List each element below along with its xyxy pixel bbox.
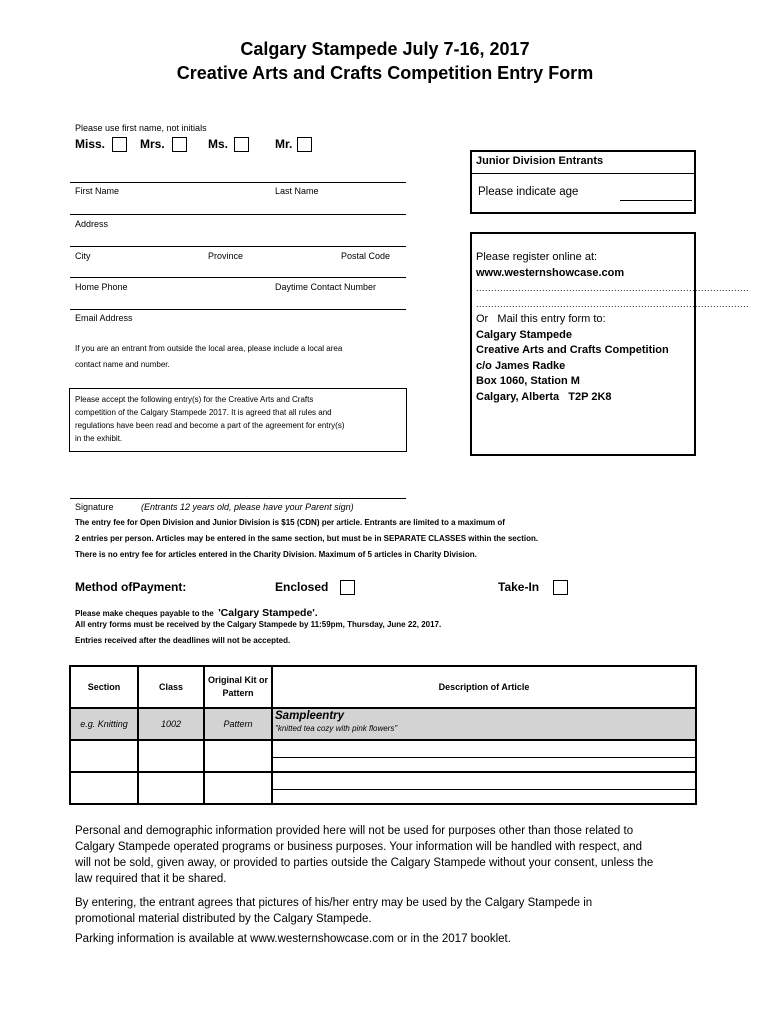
entry-section-cell[interactable] xyxy=(70,772,138,804)
checkbox-miss[interactable] xyxy=(112,137,127,152)
local-area-note-line2: contact name and number. xyxy=(75,360,170,369)
sample-desc-title: Sampleentry xyxy=(275,710,345,722)
mail-address-line1: Calgary Stampede xyxy=(476,328,572,341)
mail-address-line5: Calgary, Alberta T2P 2K8 xyxy=(476,390,612,403)
enclosed-label: Enclosed xyxy=(275,580,329,594)
deadline-note: All entry forms must be received by the Calgary Stampede by 11:59pm, Thursday, June 22, 2017. xyxy=(75,620,442,629)
label-city: City xyxy=(75,251,91,261)
table-row xyxy=(70,772,696,804)
age-field-line[interactable] xyxy=(620,200,692,201)
dotted-separator: ........................................................................................... xyxy=(476,283,750,293)
sample-section: e.g. Knitting xyxy=(70,708,138,740)
header-section: Section xyxy=(70,666,138,708)
privacy-line3: will not be sold, given away, or provided to parties outside the Calgary Stampede without your consent, unless the xyxy=(75,857,654,869)
checkbox-mr[interactable] xyxy=(297,137,312,152)
photo-consent-line2: promotional material distributed by the Calgary Stampede. xyxy=(75,913,372,925)
agreement-line3: regulations have been read and become a part of the agreement for entry(s) xyxy=(75,421,345,430)
cheques-note: Please make cheques payable to the xyxy=(75,609,214,618)
fee-text-line2: 2 entries per person. Articles may be entered in the same section, but must be in SEPARATE CLASSES within the section. xyxy=(75,534,539,543)
privacy-line2: Calgary Stampede operated programs or business purposes. Your information will be handled with respect, and xyxy=(75,841,643,853)
table-row xyxy=(70,740,696,772)
label-daytime-contact: Daytime Contact Number xyxy=(275,282,377,292)
sample-class: 1002 xyxy=(138,708,204,740)
entry-section-cell[interactable] xyxy=(70,740,138,772)
label-miss: Miss. xyxy=(75,137,106,151)
signature-field-line[interactable] xyxy=(70,498,406,499)
name-instruction: Please use first name, not initials xyxy=(75,123,207,133)
privacy-line1: Personal and demographic information provided here will not be used for purposes other than those related to xyxy=(75,825,634,837)
cheques-payee: 'Calgary Stampede'. xyxy=(218,607,318,619)
sample-description xyxy=(272,708,696,740)
checkbox-ms[interactable] xyxy=(234,137,249,152)
checkbox-enclosed[interactable] xyxy=(340,580,355,595)
register-online-label: Please register online at: xyxy=(476,251,598,263)
sample-row xyxy=(70,708,696,740)
privacy-line4: law required that it be shared. xyxy=(75,873,227,885)
name-field-line[interactable] xyxy=(70,214,406,215)
agreement-line1: Please accept the following entry(s) for the Creative Arts and Crafts xyxy=(75,395,314,404)
junior-division-title: Junior Division Entrants xyxy=(476,155,604,167)
divider xyxy=(70,182,406,183)
parking-info: Parking information is available at www.westernshowcase.com or in the 2017 booklet. xyxy=(75,933,511,945)
divider xyxy=(472,173,694,174)
late-entry-note: Entries received after the deadlines will not be accepted. xyxy=(75,636,291,645)
agreement-line4: in the exhibit. xyxy=(75,434,123,443)
register-url-link[interactable]: www.westernshowcase.com xyxy=(476,266,625,279)
label-mr: Mr. xyxy=(275,137,293,151)
checkbox-mrs[interactable] xyxy=(172,137,187,152)
agreement-line2: competition of the Calgary Stampede 2017. It is agreed that all rules and xyxy=(75,408,332,417)
address-field-line[interactable] xyxy=(70,246,406,247)
sample-kit: Pattern xyxy=(204,708,272,740)
label-mrs: Mrs. xyxy=(140,137,165,151)
entry-class-cell[interactable] xyxy=(138,740,204,772)
entry-kit-cell[interactable] xyxy=(204,772,272,804)
entry-class-cell[interactable] xyxy=(138,772,204,804)
privacy-paragraph xyxy=(75,823,695,887)
dotted-separator: ........................................................................................... xyxy=(476,298,750,309)
fee-text-line1: The entry fee for Open Division and Junior Division is $15 (CDN) per article. Entrants are limited to a maximum of xyxy=(75,518,505,527)
header-original-kit: Original Kit or Pattern xyxy=(204,666,272,708)
checkbox-take-in[interactable] xyxy=(553,580,568,595)
phone-field-line[interactable] xyxy=(70,309,406,310)
form-title-line1: Calgary Stampede July 7-16, 2017 xyxy=(240,39,530,59)
label-address: Address xyxy=(75,219,109,229)
junior-division-box xyxy=(470,150,696,214)
agreement-box xyxy=(69,388,407,452)
label-last-name: Last Name xyxy=(275,186,319,196)
signature-label: Signature xyxy=(75,502,114,512)
payment-method-label: Method ofPayment: xyxy=(75,580,187,594)
entry-description-cell[interactable] xyxy=(272,772,696,804)
signature-note: (Entrants 12 years old, please have your Parent sign) xyxy=(141,502,354,512)
label-ms: Ms. xyxy=(208,137,229,151)
photo-consent-paragraph xyxy=(75,895,695,927)
label-postal-code: Postal Code xyxy=(341,251,391,261)
fee-text-line3: There is no entry fee for articles entered in the Charity Division. Maximum of 5 articles in Charity Division. xyxy=(75,550,477,559)
form-title-line2: Creative Arts and Crafts Competition Entry Form xyxy=(176,63,594,83)
city-field-line[interactable] xyxy=(70,277,406,278)
registration-box xyxy=(470,232,750,456)
age-label: Please indicate age xyxy=(478,186,579,198)
sample-desc-note: "knitted tea cozy with pink flowers" xyxy=(275,724,398,733)
entries-table xyxy=(69,665,697,805)
entry-description-cell[interactable] xyxy=(272,740,696,772)
label-email: Email Address xyxy=(75,313,133,323)
table-header-row xyxy=(70,666,696,708)
header-class: Class xyxy=(138,666,204,708)
label-first-name: First Name xyxy=(75,186,120,196)
mail-address-line4: Box 1060, Station M xyxy=(476,375,580,387)
or-label: Or xyxy=(476,313,489,325)
header-description: Description of Article xyxy=(272,666,696,708)
entry-kit-cell[interactable] xyxy=(204,740,272,772)
label-province: Province xyxy=(208,251,244,261)
mail-address-line3: c/o James Radke xyxy=(476,359,566,372)
take-in-label: Take-In xyxy=(498,580,540,594)
local-area-note-line1: If you are an entrant from outside the local area, please include a local area xyxy=(75,344,343,353)
photo-consent-line1: By entering, the entrant agrees that pictures of his/her entry may be used by the Calgary Stampede in xyxy=(75,897,593,909)
mail-address-line2: Creative Arts and Crafts Competition xyxy=(476,344,669,356)
mail-form-label: Mail this entry form to: xyxy=(497,313,606,325)
label-home-phone: Home Phone xyxy=(75,282,128,292)
